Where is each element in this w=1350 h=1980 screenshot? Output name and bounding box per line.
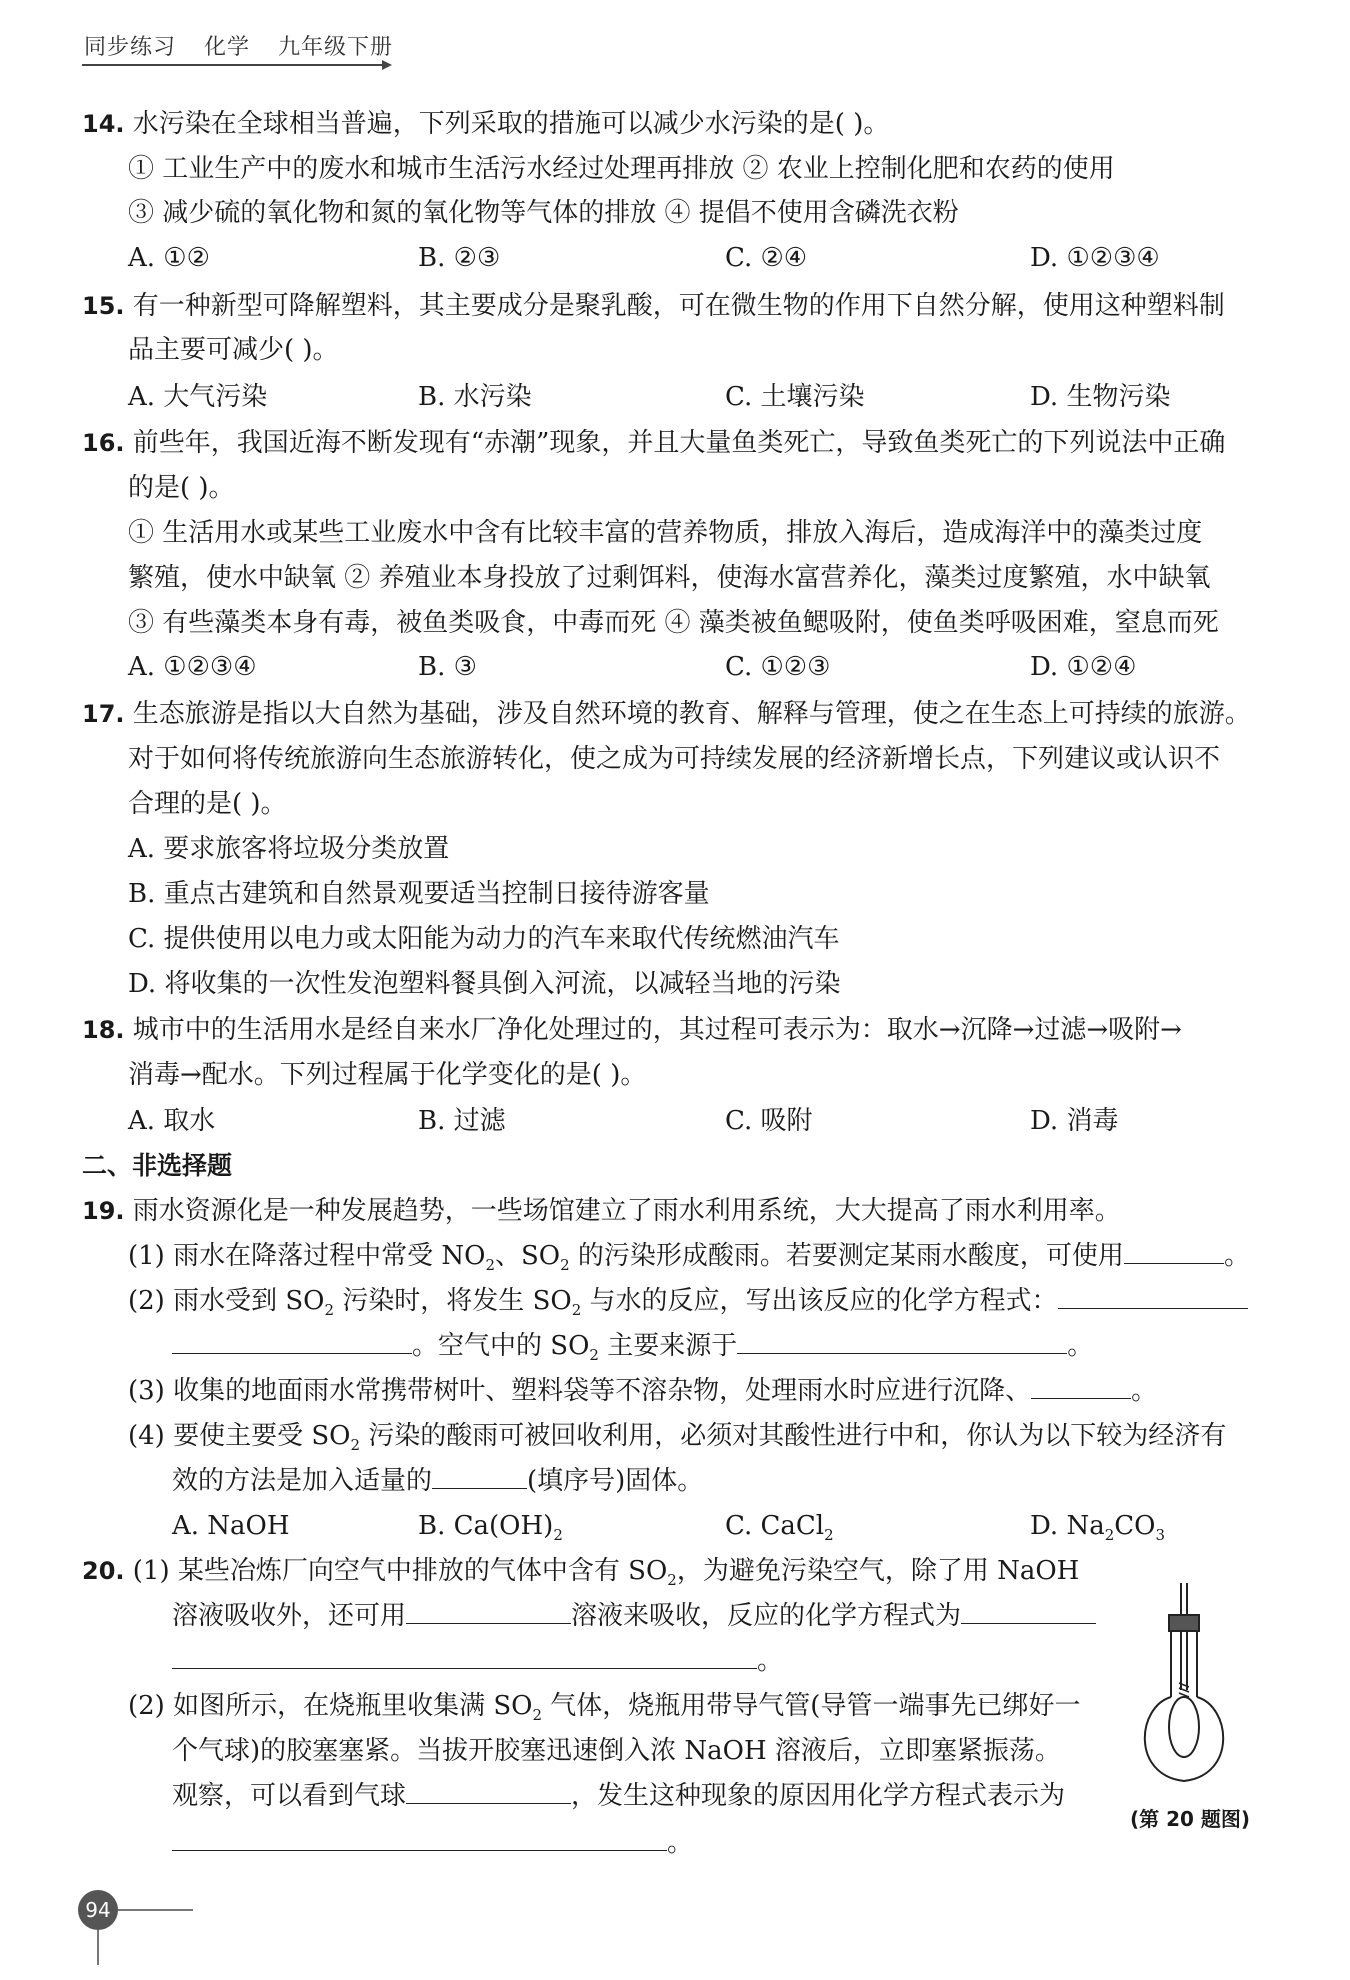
q16-stem-text-1: 前些年，我国近海不断发现有“赤潮”现象，并且大量鱼类死亡，导致鱼类死亡的下列说法中正确 [132, 428, 1226, 458]
q19-p2-text-a: (2) 雨水受到 SO [128, 1286, 325, 1316]
q18-option-c: C. 吸附 [725, 1106, 813, 1136]
answer-blank[interactable] [406, 1599, 571, 1624]
subscript: 2 [589, 1346, 599, 1365]
period: 。 [1067, 1331, 1094, 1361]
q19-p4-text-b: 污染的酸雨可被回收利用，必须对其酸性进行中和，你认为以下较为经济有 [360, 1421, 1227, 1451]
flask-figure [1125, 1575, 1260, 1800]
subscript: 2 [824, 1526, 834, 1545]
q19-option-b [418, 1509, 563, 1552]
q20-part-2 [128, 1689, 1080, 1732]
q15-stem-text-1: 有一种新型可降解塑料，其主要成分是聚乳酸，可在微生物的作用下自然分解，使用这种塑料制 [132, 291, 1225, 321]
answer-blank[interactable] [1124, 1239, 1224, 1264]
q17-option-b: B. 重点古建筑和自然景观要适当控制日接待游客量 [128, 879, 710, 909]
q14-statement-line-1: ① 工业生产中的废水和城市生活污水经过处理再排放 ② 农业上控制化肥和农药的使用 [128, 154, 1115, 184]
q19-option-a: A. NaOH [172, 1511, 290, 1541]
q19-option-b-text: B. Ca(OH) [418, 1511, 554, 1541]
answer-blank[interactable] [737, 1329, 1067, 1354]
q16-option-d: D. ①②④ [1030, 652, 1137, 682]
answer-blank[interactable] [961, 1599, 1096, 1624]
q15-stem-line-2: 品主要可减少( )。 [128, 335, 339, 365]
q19-option-d-text: D. Na [1030, 1511, 1105, 1541]
q18-stem-line-2: 消毒→配水。下列过程属于化学变化的是( )。 [128, 1060, 647, 1090]
answer-blank[interactable] [172, 1329, 412, 1354]
q20-number: 20. [82, 1557, 125, 1585]
q20-part-1-cont-2 [172, 1644, 783, 1678]
period: 。 [667, 1828, 694, 1858]
q19-p2-text-e: 主要来源于 [598, 1331, 738, 1361]
rubber-stopper [1169, 1615, 1199, 1631]
footer-rule [118, 1909, 193, 1911]
header-rule-arrow [382, 60, 392, 70]
q20-p1-text-c: 溶液吸收外，还可用 [172, 1601, 407, 1631]
q14-option-d: D. ①②③④ [1030, 243, 1160, 273]
q14-option-b: B. ②③ [418, 243, 501, 273]
q18-option-b: B. 过滤 [418, 1106, 506, 1136]
q16-stem-line-1 [82, 426, 1225, 460]
q14-statement-line-2: ③ 减少硫的氧化物和氮的氧化物等气体的排放 ④ 提倡不使用含磷洗衣粉 [128, 198, 959, 228]
q16-option-b: B. ③ [418, 652, 477, 682]
answer-blank[interactable] [1031, 1374, 1131, 1399]
q18-stem-line-1 [82, 1013, 1182, 1047]
q19-part-4-cont [172, 1464, 703, 1498]
q19-p4-text-c: 效的方法是加入适量的 [172, 1466, 433, 1496]
q20-part-2-cont-2 [172, 1779, 1065, 1813]
period: 。 [757, 1646, 784, 1676]
q20-p1-text-b: ，为避免污染空气，除了用 NaOH [676, 1556, 1080, 1586]
flask-illustration [1145, 1583, 1223, 1781]
q20-p2-text-d: 观察，可以看到气球 [172, 1781, 407, 1811]
header-book-series: 同步练习 [84, 35, 177, 60]
q20-p1-text-a: (1) 某些冶炼厂向空气中排放的气体中含有 SO [132, 1556, 668, 1586]
q16-option-a: A. ①②③④ [128, 652, 257, 682]
subscript: 2 [553, 1526, 563, 1545]
section-title: 二、非选择题 [82, 1151, 233, 1180]
subscript: 2 [571, 1301, 582, 1320]
subscript: 2 [1104, 1526, 1115, 1545]
q16-number: 16. [82, 429, 125, 457]
q20-p2-text-e: ，发生这种现象的原因用化学方程式表示为 [571, 1781, 1066, 1811]
q19-option-c [725, 1509, 834, 1552]
subscript: 2 [560, 1256, 570, 1275]
q19-number: 19. [82, 1197, 125, 1225]
subscript: 2 [485, 1256, 495, 1275]
subscript: 2 [532, 1706, 543, 1725]
subscript: 2 [667, 1571, 677, 1590]
q19-part-4 [128, 1419, 1226, 1462]
q19-stem-text: 雨水资源化是一种发展趋势，一些场馆建立了雨水利用系统，大大提高了雨水利用率。 [132, 1196, 1121, 1226]
q19-part-2 [128, 1284, 1248, 1327]
q14-number: 14. [82, 110, 125, 138]
q18-number: 18. [82, 1016, 125, 1044]
q19-p4-text-d: (填序号)固体。 [527, 1466, 704, 1496]
q19-option-d-text-2: CO [1114, 1511, 1156, 1541]
q20-p2-text-a: (2) 如图所示，在烧瓶里收集满 SO [128, 1691, 533, 1721]
subscript: 3 [1155, 1526, 1166, 1545]
q20-p2-text-b: 气体，烧瓶用带导气管(导管一端事先已绑好一 [542, 1691, 1081, 1721]
q18-option-a: A. 取水 [128, 1106, 216, 1136]
answer-blank[interactable] [406, 1779, 571, 1804]
q19-part-1 [128, 1239, 1250, 1282]
q19-p3-text: (3) 收集的地面雨水常携带树叶、塑料袋等不溶杂物，处理雨水时应进行沉降、 [128, 1376, 1032, 1406]
q17-number: 17. [82, 700, 125, 728]
q19-p2-text-b: 污染时，将发生 SO [334, 1286, 572, 1316]
q15-option-c: C. 土壤污染 [725, 382, 865, 412]
q17-stem-text-1: 生态旅游是指以大自然为基础，涉及自然环境的教育、解释与管理，使之在生态上可持续的旅游。 [132, 699, 1251, 729]
q14-option-c: C. ②④ [725, 243, 808, 273]
q19-p1-text-a: (1) 雨水在降落过程中常受 NO [128, 1241, 486, 1271]
page-header [84, 30, 413, 61]
q19-p2-text-c: 与水的反应，写出该反应的化学方程式： [581, 1286, 1058, 1316]
page-number: 94 [78, 1890, 118, 1930]
q19-p1-text-b: 、SO [494, 1241, 561, 1271]
q16-option-c: C. ①②③ [725, 652, 831, 682]
answer-blank[interactable] [172, 1644, 757, 1669]
q17-stem-line-3: 合理的是( )。 [128, 789, 287, 819]
q15-number: 15. [82, 292, 125, 320]
q17-option-c: C. 提供使用以电力或太阳能为动力的汽车来取代传统燃油汽车 [128, 924, 840, 954]
q18-stem-text-1: 城市中的生活用水是经自来水厂净化处理过的，其过程可表示为：取水→沉降→过滤→吸附→ [132, 1015, 1182, 1045]
q17-option-d: D. 将收集的一次性发泡塑料餐具倒入河流，以减轻当地的污染 [128, 969, 841, 999]
q15-stem-line-1 [82, 289, 1225, 323]
q20-part-1-cont [172, 1599, 1096, 1633]
q16-statement-line-2: 繁殖，使水中缺氧 ② 养殖业本身投放了过剩饵料，使海水富营养化，藻类过度繁殖，水中缺氧 [128, 563, 1211, 593]
q17-option-a: A. 要求旅客将垃圾分类放置 [128, 834, 450, 864]
header-subject: 化学 [204, 35, 251, 60]
q19-stem [82, 1194, 1121, 1228]
q18-option-d: D. 消毒 [1030, 1106, 1119, 1136]
q20-part-2-cont: 个气球)的胶塞塞紧。当拔开胶塞迅速倒入浓 NaOH 溶液后，立即塞紧振荡。 [172, 1736, 1061, 1766]
q19-option-d [1030, 1509, 1165, 1552]
header-rule [82, 64, 382, 66]
q20-part-1 [82, 1554, 1079, 1597]
footer-vertical-rule [97, 1930, 99, 1965]
subscript: 2 [350, 1436, 361, 1455]
q19-part-3 [128, 1374, 1157, 1408]
q14-stem [82, 107, 889, 141]
q14-option-a: A. ①② [128, 243, 210, 273]
q19-option-c-text: C. CaCl [725, 1511, 825, 1541]
q19-p4-text-a: (4) 要使主要受 SO [128, 1421, 351, 1451]
q15-option-a: A. 大气污染 [128, 382, 268, 412]
q19-part-2-cont [172, 1329, 1093, 1372]
period: 。 [1223, 1241, 1250, 1271]
answer-blank[interactable] [172, 1826, 667, 1851]
q15-option-b: B. 水污染 [418, 382, 532, 412]
q20-part-2-cont-3 [172, 1826, 693, 1860]
q19-p1-text-c: 的污染形成酸雨。若要测定某雨水酸度，可使用 [569, 1241, 1124, 1271]
q17-stem-line-1 [82, 697, 1251, 731]
q19-p2-text-d: 。空气中的 SO [412, 1331, 590, 1361]
q16-statement-line-1: ① 生活用水或某些工业废水中含有比较丰富的营养物质，排放入海后，造成海洋中的藻类过度 [128, 518, 1203, 548]
q20-p1-text-d: 溶液来吸收，反应的化学方程式为 [571, 1601, 962, 1631]
balloon [1169, 1697, 1199, 1757]
figure-caption: (第 20 题图) [1130, 1807, 1251, 1831]
q16-statement-line-3: ③ 有些藻类本身有毒，被鱼类吸食，中毒而死 ④ 藻类被鱼鳃吸附，使鱼类呼吸困难，窒息而死 [128, 608, 1219, 638]
answer-blank[interactable] [432, 1464, 527, 1489]
q16-stem-line-2: 的是( )。 [128, 473, 235, 503]
flask-bulb [1145, 1697, 1223, 1781]
subscript: 2 [324, 1301, 335, 1320]
q14-stem-text: 水污染在全球相当普遍，下列采取的措施可以减少水污染的是( )。 [132, 109, 890, 139]
q17-stem-line-2: 对于如何将传统旅游向生态旅游转化，使之成为可持续发展的经济新增长点，下列建议或认识不 [128, 744, 1221, 774]
period: 。 [1131, 1376, 1158, 1406]
header-grade: 九年级下册 [278, 35, 394, 60]
q15-option-d: D. 生物污染 [1030, 382, 1171, 412]
answer-blank[interactable] [1058, 1284, 1248, 1309]
